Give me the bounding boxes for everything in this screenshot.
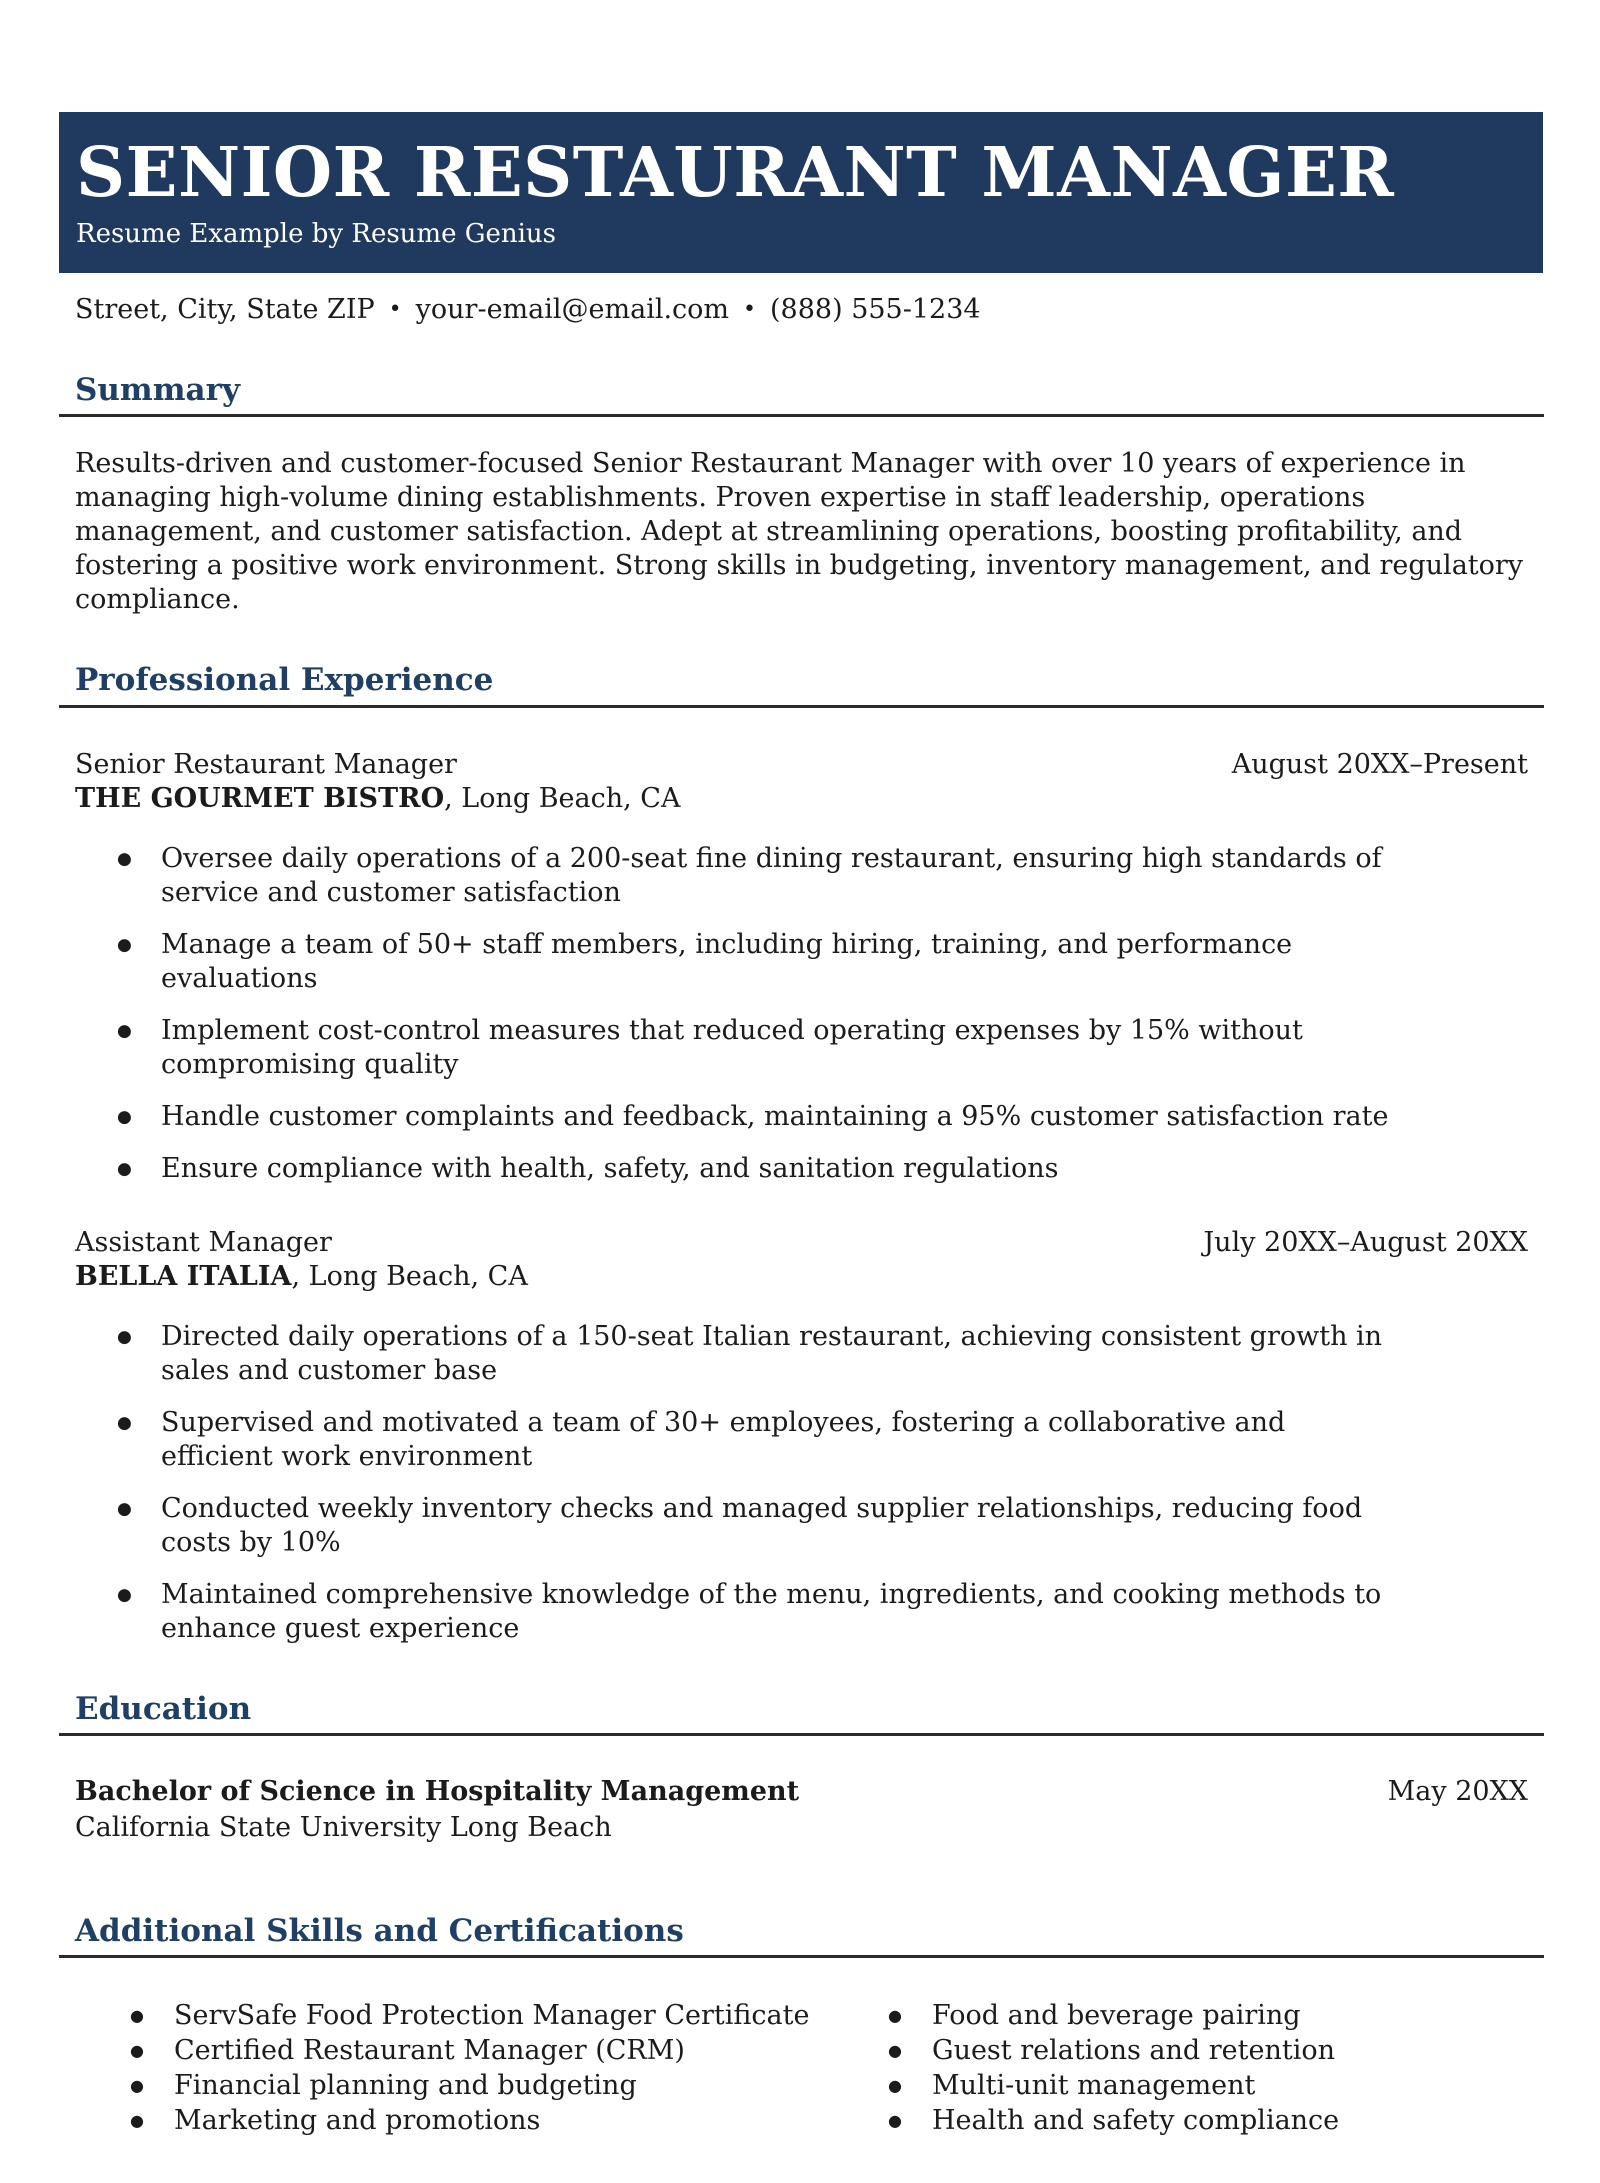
- job-bullet-item: ● Directed daily operations of a 150-seat Italian restaurant, achieving consistent growth in sales and customer base: [161, 1320, 1401, 1388]
- job-company-name: THE GOURMET BISTRO: [75, 782, 445, 814]
- skill-item: ● Multi-unit management: [932, 2068, 1339, 2103]
- summary-section-heading: [59, 373, 1544, 417]
- summary-heading-text: Summary: [75, 372, 240, 409]
- job-dates: August 20XX–Present: [1231, 748, 1528, 780]
- job-bullet-item: ● Implement cost-control measures that reduced operating expenses by 15% without compromising quality: [161, 1014, 1401, 1082]
- page-subtitle: Resume Example by Resume Genius: [76, 219, 557, 250]
- job-bullet-item: ● Handle customer complaints and feedback, maintaining a 95% customer satisfaction rate: [161, 1100, 1401, 1134]
- job-title: Senior Restaurant Manager: [75, 748, 457, 780]
- resume-page: [0, 112, 1600, 2183]
- education-school: California State University Long Beach: [75, 1811, 612, 1843]
- job-bullet-item: ● Manage a team of 50+ staff members, including hiring, training, and performance evaluations: [161, 928, 1401, 996]
- contact-email: your-email@email.com: [415, 294, 730, 326]
- job-company-row: [75, 782, 1528, 816]
- job-bullet-item: ● Ensure compliance with health, safety, and sanitation regulations: [161, 1152, 1401, 1186]
- skill-item: ● Marketing and promotions: [174, 2103, 891, 2138]
- job-bullet-list: [0, 842, 1528, 1186]
- education-date: May 20XX: [1387, 1775, 1528, 1807]
- header-band: [59, 112, 1543, 273]
- skills-columns: [75, 1998, 1528, 2138]
- contact-separator-dot: •: [743, 297, 757, 323]
- job-title: Assistant Manager: [75, 1226, 332, 1258]
- skill-item: ● Food and beverage pairing: [932, 1998, 1339, 2033]
- education-degree-row: [75, 1774, 1528, 1810]
- job-bullet-item: ● Conducted weekly inventory checks and managed supplier relationships, reducing food costs by 10%: [161, 1492, 1401, 1560]
- education-heading-text: Education: [75, 1690, 252, 1727]
- job-title-row: [75, 1226, 1528, 1260]
- page-title: SENIOR RESTAURANT MANAGER: [76, 133, 1395, 213]
- skill-item: ● ServSafe Food Protection Manager Certificate: [174, 1998, 891, 2033]
- education-section-heading: [59, 1692, 1544, 1736]
- job-bullet-item: ● Oversee daily operations of a 200-seat fine dining restaurant, ensuring high standards of service and customer satisfaction: [161, 842, 1401, 910]
- education-degree: Bachelor of Science in Hospitality Management: [75, 1775, 800, 1807]
- contact-separator-dot: •: [388, 297, 402, 323]
- job-company-location: , Long Beach, CA: [291, 1260, 528, 1292]
- skill-item: ● Financial planning and budgeting: [174, 2068, 891, 2103]
- skills-list-left: [75, 1998, 891, 2138]
- contact-line: [75, 293, 1528, 327]
- skill-item: ● Certified Restaurant Manager (CRM): [174, 2033, 891, 2068]
- job-company-name: BELLA ITALIA: [75, 1260, 292, 1292]
- job-dates: July 20XX–August 20XX: [1203, 1226, 1528, 1258]
- skills-column-right: [891, 1998, 1339, 2138]
- job-entry: [0, 748, 1600, 1186]
- job-company-location: , Long Beach, CA: [444, 782, 681, 814]
- contact-address: Street, City, State ZIP: [75, 294, 375, 326]
- skills-column-left: [75, 1998, 891, 2138]
- skill-item: ● Guest relations and retention: [932, 2033, 1339, 2068]
- summary-paragraph: Results-driven and customer-focused Senior Restaurant Manager with over 10 years of experience in managing high-volume dining establishments. Proven expertise in staff leadership, operations management, and customer satisfaction. Adept at streamlining operations, boosting profitability, and fostering a positive work environment. Strong skills in budgeting, inventory management, and regulatory compliance.: [75, 448, 1524, 616]
- skills-list-right: [891, 1998, 1339, 2138]
- job-bullet-item: ● Supervised and motivated a team of 30+ employees, fostering a collaborative and efficient work environment: [161, 1406, 1401, 1474]
- experience-heading-text: Professional Experience: [75, 662, 494, 699]
- job-title-row: [75, 748, 1528, 782]
- skill-item: ● Health and safety compliance: [932, 2103, 1339, 2138]
- job-bullet-item: ● Maintained comprehensive knowledge of the menu, ingredients, and cooking methods to enhance guest experience: [161, 1578, 1401, 1646]
- job-bullet-list: [0, 1320, 1528, 1646]
- skills-section-heading: [59, 1914, 1544, 1958]
- job-entry: [0, 1226, 1600, 1646]
- experience-section-heading: [59, 663, 1544, 707]
- skills-heading-text: Additional Skills and Certifications: [75, 1912, 684, 1949]
- contact-phone: (888) 555-1234: [770, 294, 981, 326]
- job-company-row: [75, 1260, 1528, 1294]
